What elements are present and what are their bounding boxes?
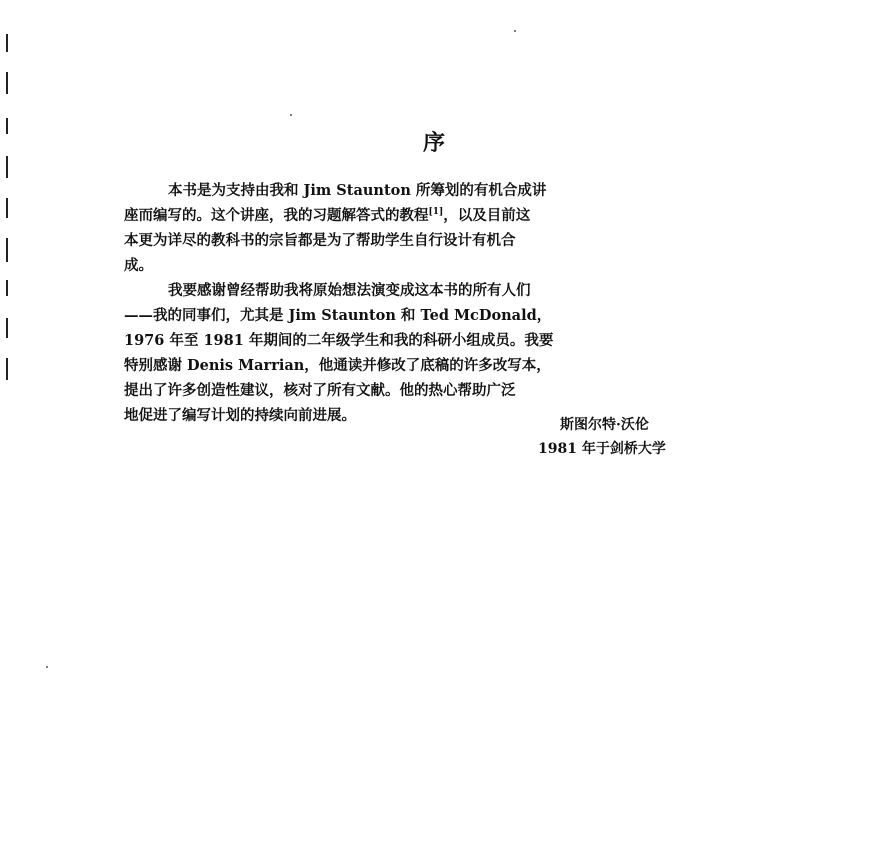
binding-edge-mark: [6, 72, 8, 94]
text-segment: 座而编写的。这个讲座，我的习题解答式的教程: [124, 207, 429, 224]
page-title: 序: [422, 130, 447, 156]
text-line: 特别感谢 Denis Marrian，他通读并修改了底稿的许多改写本，: [124, 357, 551, 374]
text-segment: ，以及目前这: [443, 207, 531, 224]
scan-speck: [514, 30, 516, 32]
paragraph-1: [124, 178, 764, 278]
signature-date: 1981 年于剑桥大学: [538, 441, 666, 457]
binding-edge-mark: [6, 34, 8, 52]
binding-edge-mark: [6, 358, 8, 380]
footnote-ref: [1]: [428, 207, 444, 217]
scan-speck: [290, 114, 292, 116]
text-line: 成。: [124, 257, 153, 274]
binding-edge-mark: [6, 238, 8, 262]
text-line: [124, 203, 764, 228]
signature-author: 斯图尔特·沃伦: [560, 417, 649, 433]
binding-edge-mark: [6, 156, 8, 178]
scan-speck: [46, 666, 48, 668]
paragraph-2: [124, 278, 764, 428]
text-line: ——我的同事们，尤其是 Jim Staunton 和 Ted McDonald，: [124, 307, 552, 324]
preface-body: [124, 178, 764, 428]
text-line: 本更为详尽的教科书的宗旨都是为了帮助学生自行设计有机合: [124, 232, 516, 249]
binding-edge-mark: [6, 280, 8, 296]
text-line: 地促进了编写计划的持续向前进展。: [124, 407, 356, 424]
text-line: 1976 年至 1981 年期间的二年级学生和我的科研小组成员。我要: [124, 332, 554, 349]
text-line: 我要感谢曾经帮助我将原始想法演变成这本书的所有人们: [168, 282, 531, 299]
binding-edge-mark: [6, 318, 8, 338]
text-line: 提出了许多创造性建议，核对了所有文献。他的热心帮助广泛: [124, 382, 516, 399]
binding-edge-mark: [6, 198, 8, 218]
text-line: 本书是为支持由我和 Jim Staunton 所筹划的有机合成讲: [168, 182, 547, 199]
